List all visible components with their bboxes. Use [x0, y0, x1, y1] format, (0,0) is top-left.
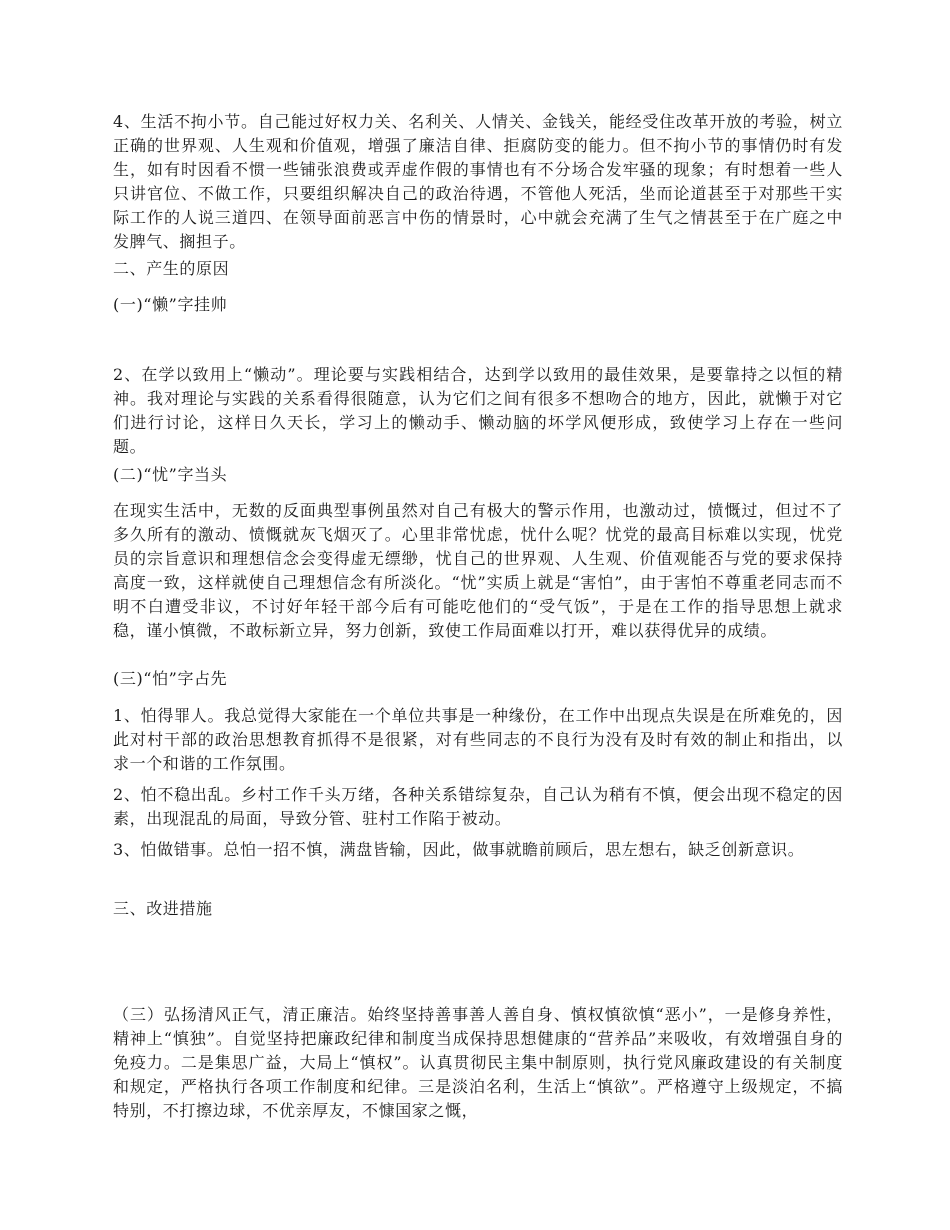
paragraph-integrity: （三）弘扬清风正气，清正廉洁。始终坚持善事善人善自身、慎权慎欲慎“恶小”，一是修身养性，精神上“慎独”。自觉坚持把廉政纪律和制度当成保持思想健康的“营养品”来吸收，有效增强自身的免疫力。二是集思广益，大局上“慎权”。认真贯彻民主集中制原则，执行党风廉政建设的有关制度和规定，严格执行各项工作制度和纪律。三是淡泊名利，生活上“慎欲”。严格遵守上级规定，不搞特别，不打擦边球，不优亲厚友，不慷国家之慨， — [113, 1005, 843, 1120]
section-heading-measures: 三、改进措施 — [113, 899, 213, 918]
paragraph-life-details: 4、生活不拘小节。自己能过好权力关、名利关、人情关、金钱关，能经受住改革开放的考验，树立正确的世界观、人生观和价值观，增强了廉洁自律、拒腐防变的能力。但不拘小节的事情仍时有发生，如有时因看不惯一些铺张浪费或弄虚作假的事情也有不分场合发牢骚的现象；有时想着一些人只讲官位、不做工作，只要组织解决自己的政治待遇，不管他人死活，坐而论道甚至于对那些干实际工作的人说三道四、在领导面前恶言中伤的情景时，心中就会充满了生气之情甚至于在广庭之中发脾气、搁担子。 — [113, 112, 843, 251]
paragraph-worry: 在现实生活中，无数的反面典型事例虽然对自己有极大的警示作用，也激动过，愤慨过，但过不了多久所有的激动、愤慨就灰飞烟灭了。心里非常忧虑，忧什么呢？忧党的最高目标难以实现，忧党员的宗旨意识和理想信念会变得虚无缥缈，忧自己的世界观、人生观、价值观能否与党的要求保持高度一致，这样就使自己理想信念有所淡化。“忧”实质上就是“害怕”，由于害怕不尊重老同志而不明不白遭受非议，不讨好年轻干部今后有可能吃他们的“受气饭”，于是在工作的指导思想上就求稳，谨小慎微，不敢标新立异，努力创新，致使工作局面难以打开，难以获得优异的成绩。 — [113, 501, 843, 640]
subheading-fear: (三)“怕”字占先 — [113, 669, 228, 688]
section-heading-reasons: 二、产生的原因 — [113, 259, 230, 278]
paragraph-fear-offending: 1、怕得罪人。我总觉得大家能在一个单位共事是一种缘份，在工作中出现点失误是在所难免的，因此对村干部的政治思想教育抓得不是很紧，对有些同志的不良行为没有及时有效的制止和指出，以求一个和谐的工作氛围。 — [113, 706, 843, 773]
paragraph-study-application: 2、在学以致用上“懒动”。理论要与实践相结合，达到学以致用的最佳效果，是要靠持之以恒的精神。我对理论与实践的关系看得很随意，认为它们之间有很多不想吻合的地方，因此，就懒于对它们进行讨论，这样日久天长，学习上的懒动手、懒动脑的坏学风便形成，致使学习上存在一些问题。 — [113, 365, 843, 456]
paragraph-fear-mistakes: 3、怕做错事。总怕一招不慎，满盘皆输，因此，做事就瞻前顾后，思左想右，缺乏创新意识。 — [113, 840, 805, 859]
paragraph-fear-disorder: 2、怕不稳出乱。乡村工作千头万绪，各种关系错综复杂，自己认为稍有不慎，便会出现不稳定的因素，出现混乱的局面，导致分管、驻村工作陷于被动。 — [113, 785, 843, 828]
subheading-worry: (二)“忧”字当头 — [113, 465, 228, 484]
subheading-lazy: (一)“懒”字挂帅 — [113, 295, 228, 314]
